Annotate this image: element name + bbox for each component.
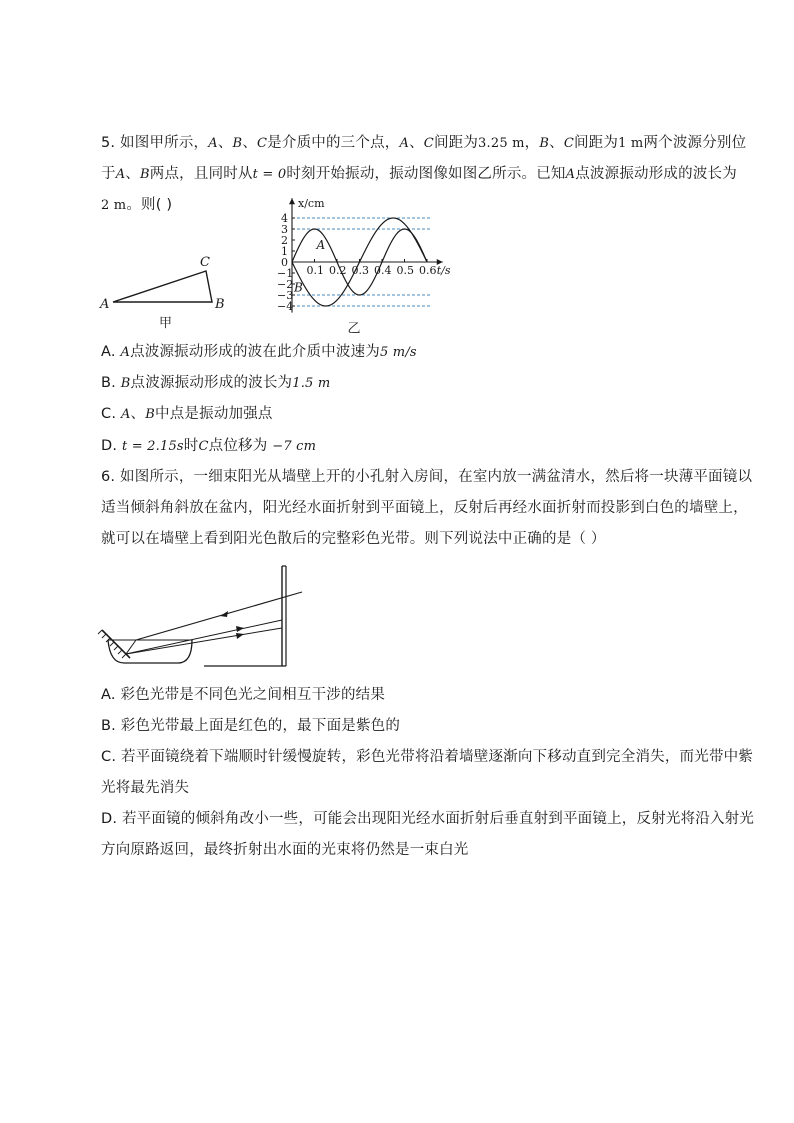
triangle-abc — [113, 271, 212, 302]
incident-ray — [136, 592, 302, 640]
q6-option-a[interactable]: A. 彩色光带是不同色光之间相互干涉的结果 — [101, 687, 386, 703]
y-tick-label--2: −2 — [277, 278, 294, 291]
y-tick-label-1: 1 — [281, 245, 288, 258]
q6-option-c-line-2[interactable]: 光将最先消失 — [101, 780, 190, 796]
figure-dispersion-setup — [96, 562, 306, 672]
q6-option-b[interactable]: B. 彩色光带最上面是红色的，最下面是紫色的 — [101, 718, 401, 734]
y-tick-label--3: −3 — [277, 289, 294, 302]
reflected-ray-lower — [126, 628, 282, 654]
caption-jia: 甲 — [159, 316, 173, 331]
origin-label: 0 — [281, 256, 288, 269]
figure-yi-vibration-graph — [270, 192, 470, 337]
y-tick-label-2: 2 — [281, 234, 288, 247]
y-axis-arrow — [289, 198, 295, 204]
label-c: C — [200, 255, 210, 270]
reflected-arrow-lower — [236, 633, 244, 639]
y-tick-label--4: −4 — [277, 300, 294, 313]
reflected-ray-upper — [126, 620, 282, 654]
q5-stem-line-2: 于A、B两点，且同时从t = 0时刻开始振动，振动图像如图乙所示。已知A点波源振动形成的波长为 — [101, 166, 737, 182]
label-a: A — [100, 297, 110, 312]
q6-stem-line-3: 就可以在墙壁上看到阳光色散后的完整彩色光带。则下列说法中正确的是（ ） — [101, 531, 606, 547]
incident-arrow — [220, 611, 228, 617]
q5-stem-line-1: 5. 如图甲所示，A、B、C是介质中的三个点，A、C间距为3.25 m，B、C间距为1 m两个波源分别位 — [101, 135, 747, 151]
x-tick-label-0.1: 0.1 — [306, 264, 324, 277]
q6-stem-line-1: 6. 如图所示，一细束阳光从墙壁上开的小孔射入房间，在室内放一满盆清水，然后将一块薄平面镜以 — [101, 469, 753, 485]
label-b: B — [215, 297, 225, 312]
x-tick-label-0.2: 0.2 — [329, 264, 347, 277]
q5-option-d[interactable]: D. t = 2.15s时C点位移为 −7 cm — [101, 438, 317, 454]
curve-a-label: A — [316, 237, 326, 252]
q5-option-c[interactable]: C. A、B中点是振动加强点 — [101, 406, 273, 422]
caption-yi: 乙 — [347, 321, 361, 337]
curve-b-label: B — [294, 280, 303, 295]
q6-option-d-line-2[interactable]: 方向原路返回，最终折射出水面的光束将仍然是一束白光 — [101, 842, 469, 858]
q5-stem-line-3: 2 m。则( ) — [101, 197, 173, 213]
x-tick-label-0.3: 0.3 — [351, 264, 369, 277]
q5-option-a[interactable]: A. A点波源振动形成的波在此介质中波速为5 m/s — [101, 344, 417, 360]
q5-option-b[interactable]: B. B点波源振动形成的波长为1.5 m — [101, 375, 331, 391]
x-tick-label-0.6: 0.6 — [419, 264, 437, 277]
q6-stem-line-2: 适当倾斜角斜放在盆内，阳光经水面折射到平面镜上，反射后再经水面折射而投影到白色的墙壁上， — [101, 500, 748, 516]
q6-option-c-line-1[interactable]: C. 若平面镜绕着下端顺时针缓慢旋转，彩色光带将沿着墙壁逐渐向下移动直到完全消失，而光带中紫 — [101, 749, 754, 765]
y-tick-label--1: −1 — [277, 267, 294, 280]
q6-option-d-line-1[interactable]: D. 若平面镜的倾斜角改小一些，可能会出现阳光经水面折射后垂直射到平面镜上，反射光将沿入射光 — [101, 811, 755, 827]
x-tick-label-0.5: 0.5 — [396, 264, 414, 277]
x-axis-label: t/s — [436, 264, 451, 277]
y-tick-label-4: 4 — [281, 212, 288, 225]
y-axis-label: x/cm — [298, 197, 325, 211]
x-tick-label-0.4: 0.4 — [374, 264, 392, 277]
mirror-hatching — [98, 630, 126, 658]
y-tick-label-3: 3 — [281, 223, 288, 236]
